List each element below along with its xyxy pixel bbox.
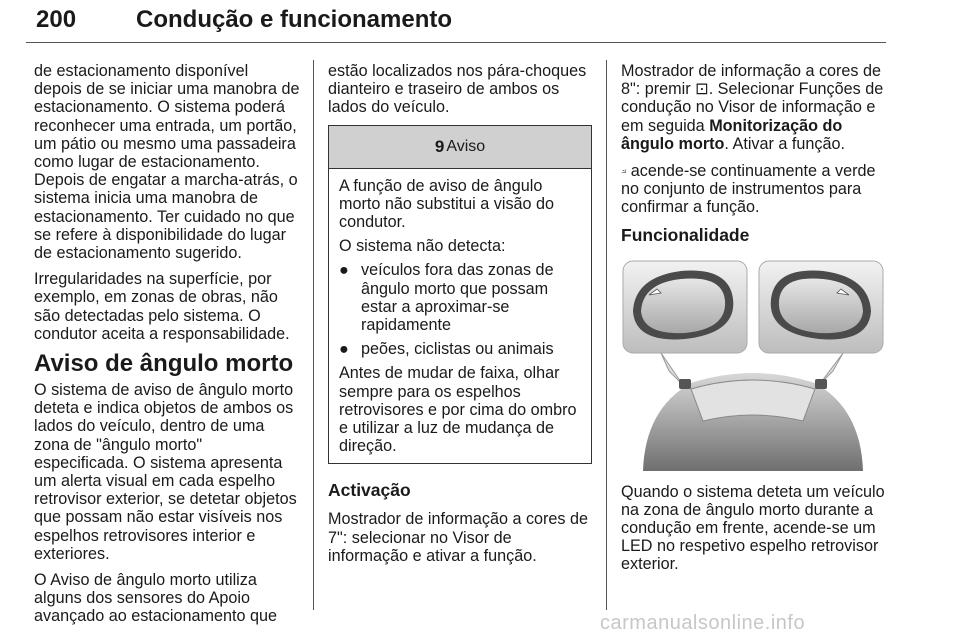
bullet-icon: ●: [339, 261, 349, 280]
warning-icon: 9: [434, 136, 445, 156]
column-divider: [606, 60, 607, 610]
column-2: [328, 62, 592, 573]
paragraph: O Aviso de ângulo morto utiliza alguns dos sensores do Apoio avançado ao estacionamento que: [34, 571, 277, 626]
list-item: ● peões, ciclistas ou animais: [339, 340, 554, 359]
paragraph: ⟓ acende-se continuamente a verde no conjunto de instrumentos para confirmar a função.: [621, 162, 876, 217]
bullet-icon: ●: [339, 340, 349, 359]
menu-item-bold: Monitorização do ângulo morto: [621, 116, 843, 153]
paragraph: Mostrador de informação a cores de 8": premir ⊡. Selecionar Funções de condução no Visor de informação e em seguida Monitorização do ângulo morto. Ativar a função.: [621, 62, 884, 153]
warning-box: [328, 125, 592, 465]
blind-spot-icon: ⟓: [621, 164, 627, 177]
column-divider: [313, 60, 314, 610]
running-title: Condução e funcionamento: [136, 6, 453, 33]
paragraph: O sistema de aviso de ângulo morto deteta e indica objetos de ambos os lados do veículo, dentro de uma zona de "ângulo morto" especificada. O sistema apresenta um alerta visual em cada espelho retrovisor exterior, se detetar objetos que possam não estar visíveis nos espelhos retrovisores interior e exteriores.: [34, 381, 297, 563]
column-3: [621, 62, 887, 582]
paragraph: Quando o sistema deteta um veículo na zona de ângulo morto durante a condução em frente, acende-se um LED no respetivo espelho retrovisor exterior.: [621, 482, 885, 574]
list-item: ● veículos fora das zonas de ângulo morto que possam estar a aproximar-se rapidamente: [339, 261, 554, 335]
display-icon: ⊡: [695, 80, 709, 99]
warning-text: Antes de mudar de faixa, olhar sempre para os espelhos retrovisores e por cima do ombro e utilizar a luz de mudança de direção.: [339, 364, 577, 456]
header-rule: [26, 42, 886, 43]
subsection-heading: Activação: [328, 480, 411, 501]
warning-title: Aviso: [446, 137, 486, 155]
paragraph: Mostrador de informação a cores de 7": selecionar no Visor de informação e ativar a função.: [328, 510, 589, 565]
subsection-heading: Funcionalidade: [621, 224, 750, 245]
warning-body: [329, 169, 591, 464]
paragraph: de estacionamento disponível depois de se iniciar uma manobra de estacionamento. O sistema poderá reconhecer uma entrada, um portão, um pátio ou mesmo uma passadeira como lugar de estacionamento. Depois de engatar a marcha-atrás, o sistema inicia uma manobra de estacionamento. Ter cuidado no que se refere à disponibilidade do lugar de estacionamento sugerido.: [34, 62, 300, 263]
paragraph: estão localizados nos pára-choques dianteiro e traseiro de ambos os lados do veículo.: [328, 62, 587, 117]
watermark: carmanualsonline.info: [600, 612, 806, 634]
paragraph: Irregularidades na superfície, por exemplo, em zonas de obras, não são detectadas pelo sistema. O condutor aceita a responsabilidade.: [34, 270, 290, 343]
mirror-illustration: [621, 259, 885, 471]
column-1: [34, 62, 300, 634]
page-header: [26, 6, 886, 52]
warning-list: [339, 261, 581, 358]
page-number: 200: [36, 6, 77, 33]
warning-text: A função de aviso de ângulo morto não substitui a visão do condutor.: [339, 176, 555, 232]
section-heading: Aviso de ângulo morto: [34, 350, 294, 378]
warning-header: [329, 126, 591, 169]
warning-text: O sistema não detecta:: [339, 237, 506, 256]
